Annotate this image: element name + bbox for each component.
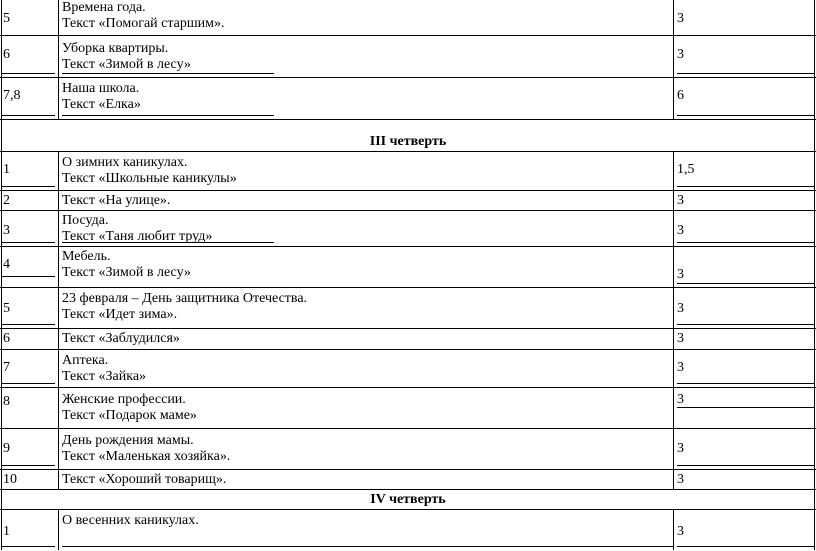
lesson-hours: 6 [677, 88, 684, 103]
lesson-number: 6 [3, 331, 10, 346]
section-title: III четверть [369, 134, 447, 149]
table-row [0, 510, 816, 550]
table-row [0, 388, 816, 429]
section-title: IV четверть [370, 492, 446, 507]
lesson-topic: Мебель. [62, 249, 111, 264]
lesson-topic: День рождения мамы. [62, 433, 194, 448]
table-row [0, 329, 816, 350]
section-header-q3 [0, 120, 816, 152]
lesson-number: 9 [3, 441, 10, 456]
lesson-topic: 23 февраля – День защитника Отечества. [62, 291, 308, 306]
lesson-text: Текст «На улице». [62, 193, 171, 208]
lesson-text: Текст «Зайка» [62, 369, 147, 384]
table-row [0, 152, 816, 191]
table-row [0, 0, 816, 36]
lesson-text: Текст «Маленькая хозяйка». [62, 449, 231, 464]
lesson-hours: 3 [677, 472, 684, 487]
lesson-number: 10 [3, 472, 17, 487]
lesson-number: 7,8 [3, 88, 21, 103]
lesson-topic: О весенних каникулах. [62, 513, 199, 528]
lesson-hours: 3 [677, 11, 684, 26]
lesson-text: Текст «Школьные каникулы» [62, 171, 237, 186]
lesson-hours: 3 [677, 193, 684, 208]
lesson-text: Текст «Идет зима». [62, 307, 178, 322]
lesson-topic: Женские профессии. [62, 392, 186, 407]
lesson-text: Текст «Таня любит труд» [62, 229, 213, 244]
table-row [0, 288, 816, 329]
lesson-number: 8 [3, 394, 10, 409]
lesson-number: 7 [3, 360, 10, 375]
lesson-hours: 3 [677, 360, 684, 375]
lesson-topic: Уборка квартиры. [62, 41, 169, 56]
lesson-topic: Посуда. [62, 213, 109, 228]
table-row [0, 429, 816, 470]
lesson-number: 4 [3, 257, 10, 272]
lesson-topic: О зимних каникулах. [62, 155, 188, 170]
table-row [0, 247, 816, 288]
lesson-number: 6 [3, 47, 10, 62]
table-row [0, 470, 816, 490]
lesson-hours: 3 [677, 392, 684, 407]
lesson-topic: Наша школа. [62, 81, 140, 96]
lesson-text: Текст «Помогай старшим». [62, 16, 225, 31]
lesson-hours: 3 [677, 524, 684, 539]
lesson-number: 5 [3, 11, 10, 26]
lesson-text: Текст «Заблудился» [62, 331, 180, 346]
lesson-number: 5 [3, 301, 10, 316]
lesson-text: Текст «Елка» [62, 97, 141, 112]
lesson-number: 3 [3, 223, 10, 238]
lesson-hours: 3 [677, 47, 684, 62]
lesson-hours: 3 [677, 331, 684, 346]
lesson-hours: 3 [677, 441, 684, 456]
lesson-hours: 3 [677, 267, 684, 282]
lesson-hours: 3 [677, 223, 684, 238]
lesson-text: Текст «Хороший товарищ». [62, 472, 227, 487]
lesson-number: 2 [3, 193, 10, 208]
table-row [0, 211, 816, 247]
lesson-hours: 3 [677, 301, 684, 316]
lesson-hours: 1,5 [677, 162, 695, 177]
table-row [0, 78, 816, 120]
lesson-topic: Времена года. [62, 0, 146, 15]
table-row [0, 191, 816, 211]
lesson-topic: Аптека. [62, 353, 109, 368]
table-row [0, 350, 816, 388]
lesson-number: 1 [3, 162, 10, 177]
table-row [0, 36, 816, 78]
lesson-text: Текст «Зимой в лесу» [62, 265, 191, 280]
lesson-text: Текст «Зимой в лесу» [62, 57, 191, 72]
section-header-q4 [0, 490, 816, 510]
lesson-number: 1 [3, 524, 10, 539]
lesson-text: Текст «Подарок маме» [62, 408, 197, 423]
